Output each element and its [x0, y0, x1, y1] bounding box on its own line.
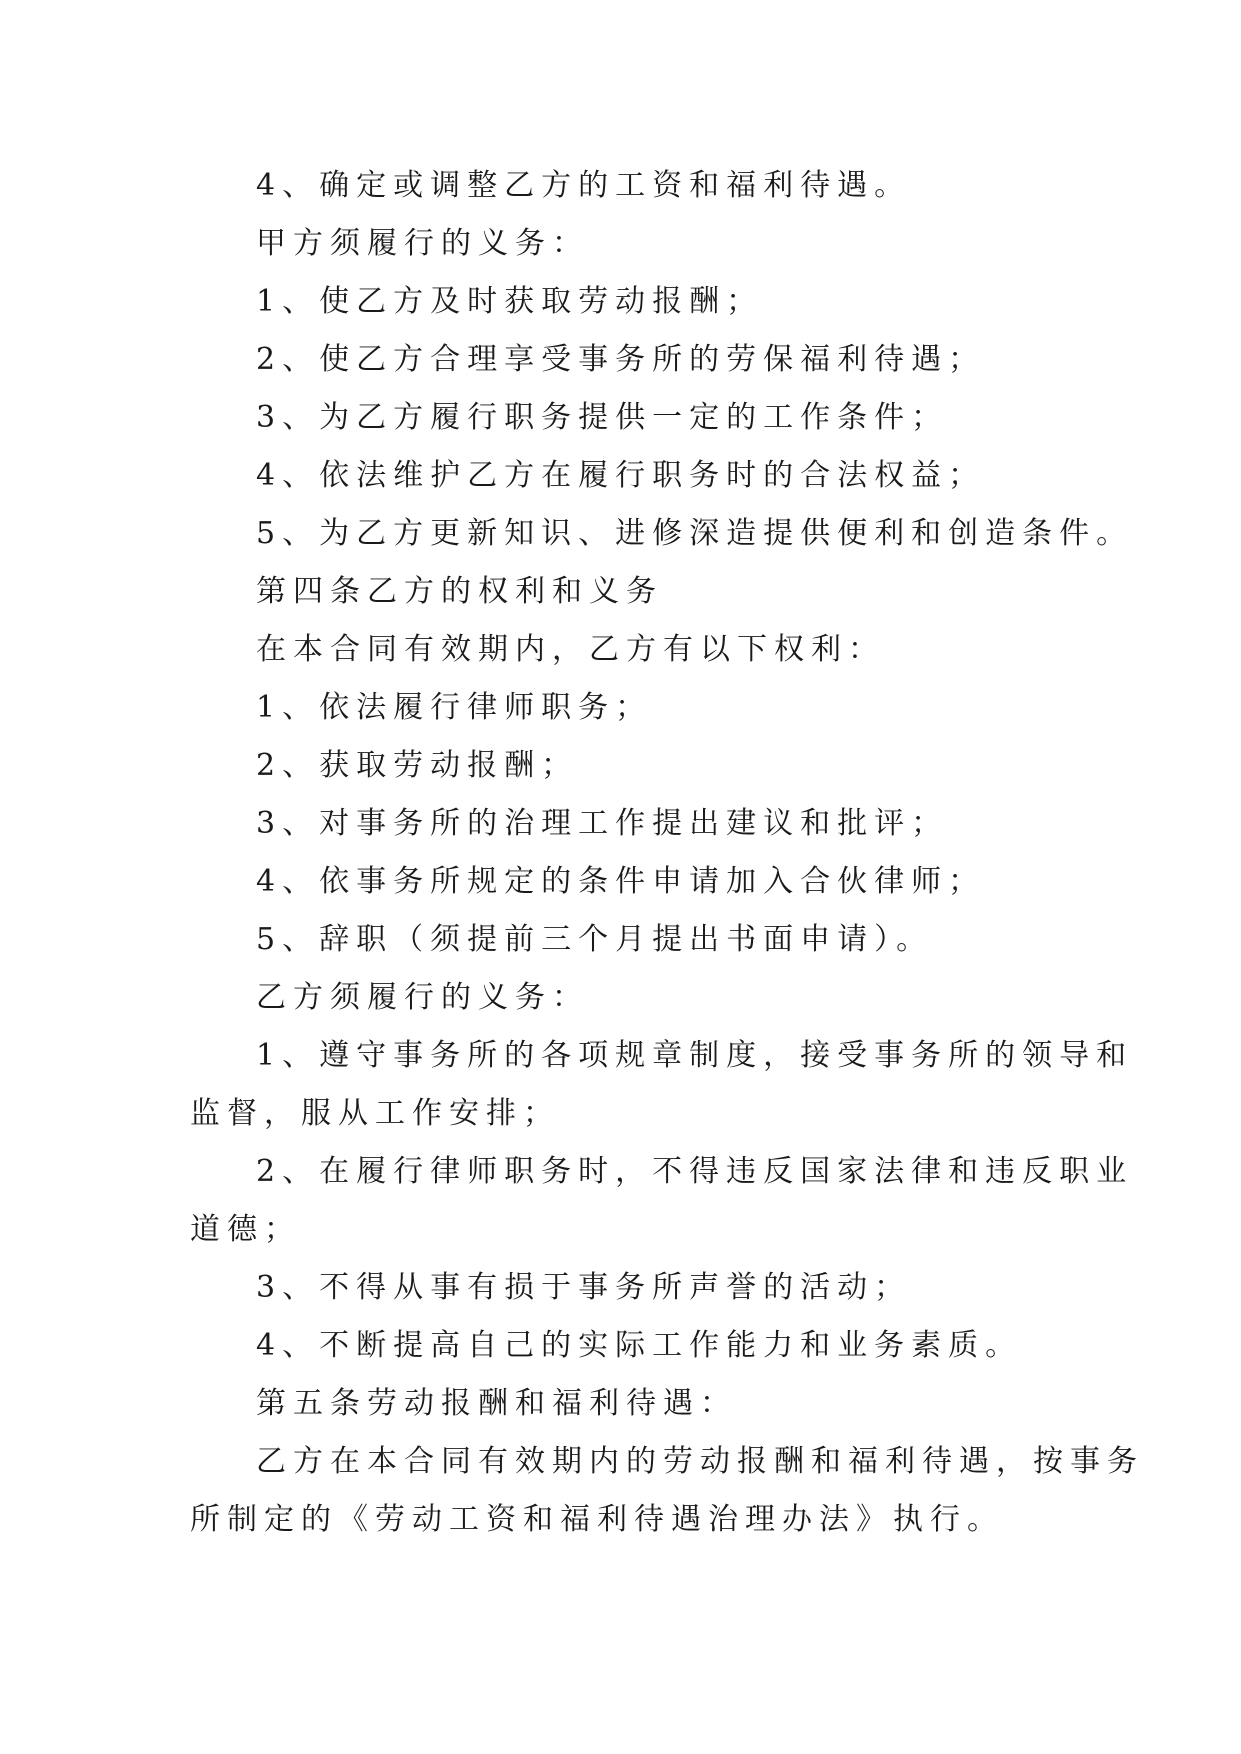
paragraph-line: 3、为乙方履行职务提供一定的工作条件；	[256, 400, 949, 435]
section-heading: 第五条劳动报酬和福利待遇：	[256, 1386, 737, 1421]
paragraph-line: 5、为乙方更新知识、进修深造提供便利和创造条件。	[256, 516, 1134, 551]
paragraph-line: 1、使乙方及时获取劳动报酬；	[256, 284, 764, 319]
paragraph-line: 4、依法维护乙方在履行职务时的合法权益；	[256, 458, 986, 493]
paragraph-line: 5、辞职（须提前三个月提出书面申请）。	[256, 922, 934, 957]
paragraph-line: 道德；	[190, 1212, 301, 1247]
paragraph-line: 所制定的《劳动工资和福利待遇治理办法》执行。	[190, 1502, 1004, 1537]
paragraph-line: 4、依事务所规定的条件申请加入合伙律师；	[256, 864, 986, 899]
paragraph-line: 1、遵守事务所的各项规章制度，接受事务所的领导和	[256, 1038, 1134, 1073]
paragraph-line: 1、依法履行律师职务；	[256, 690, 653, 725]
paragraph-line: 2、在履行律师职务时，不得违反国家法律和违反职业	[256, 1154, 1134, 1189]
paragraph-line: 4、不断提高自己的实际工作能力和业务素质。	[256, 1328, 1023, 1363]
paragraph-line: 在本合同有效期内，乙方有以下权利：	[256, 632, 885, 667]
paragraph-line: 乙方在本合同有效期内的劳动报酬和福利待遇，按事务	[256, 1444, 1144, 1479]
section-heading: 第四条乙方的权利和义务	[256, 574, 663, 609]
paragraph-line: 2、使乙方合理享受事务所的劳保福利待遇；	[256, 342, 986, 377]
paragraph-line: 监督，服从工作安排；	[190, 1096, 560, 1131]
paragraph-line: 2、获取劳动报酬；	[256, 748, 579, 783]
paragraph-line: 4、确定或调整乙方的工资和福利待遇。	[256, 168, 912, 203]
paragraph-line: 甲方须履行的义务：	[256, 226, 589, 261]
paragraph-line: 3、对事务所的治理工作提出建议和批评；	[256, 806, 949, 841]
paragraph-line: 3、不得从事有损于事务所声誉的活动；	[256, 1270, 912, 1305]
document-body	[190, 157, 1144, 1549]
paragraph-line: 乙方须履行的义务：	[256, 980, 589, 1015]
